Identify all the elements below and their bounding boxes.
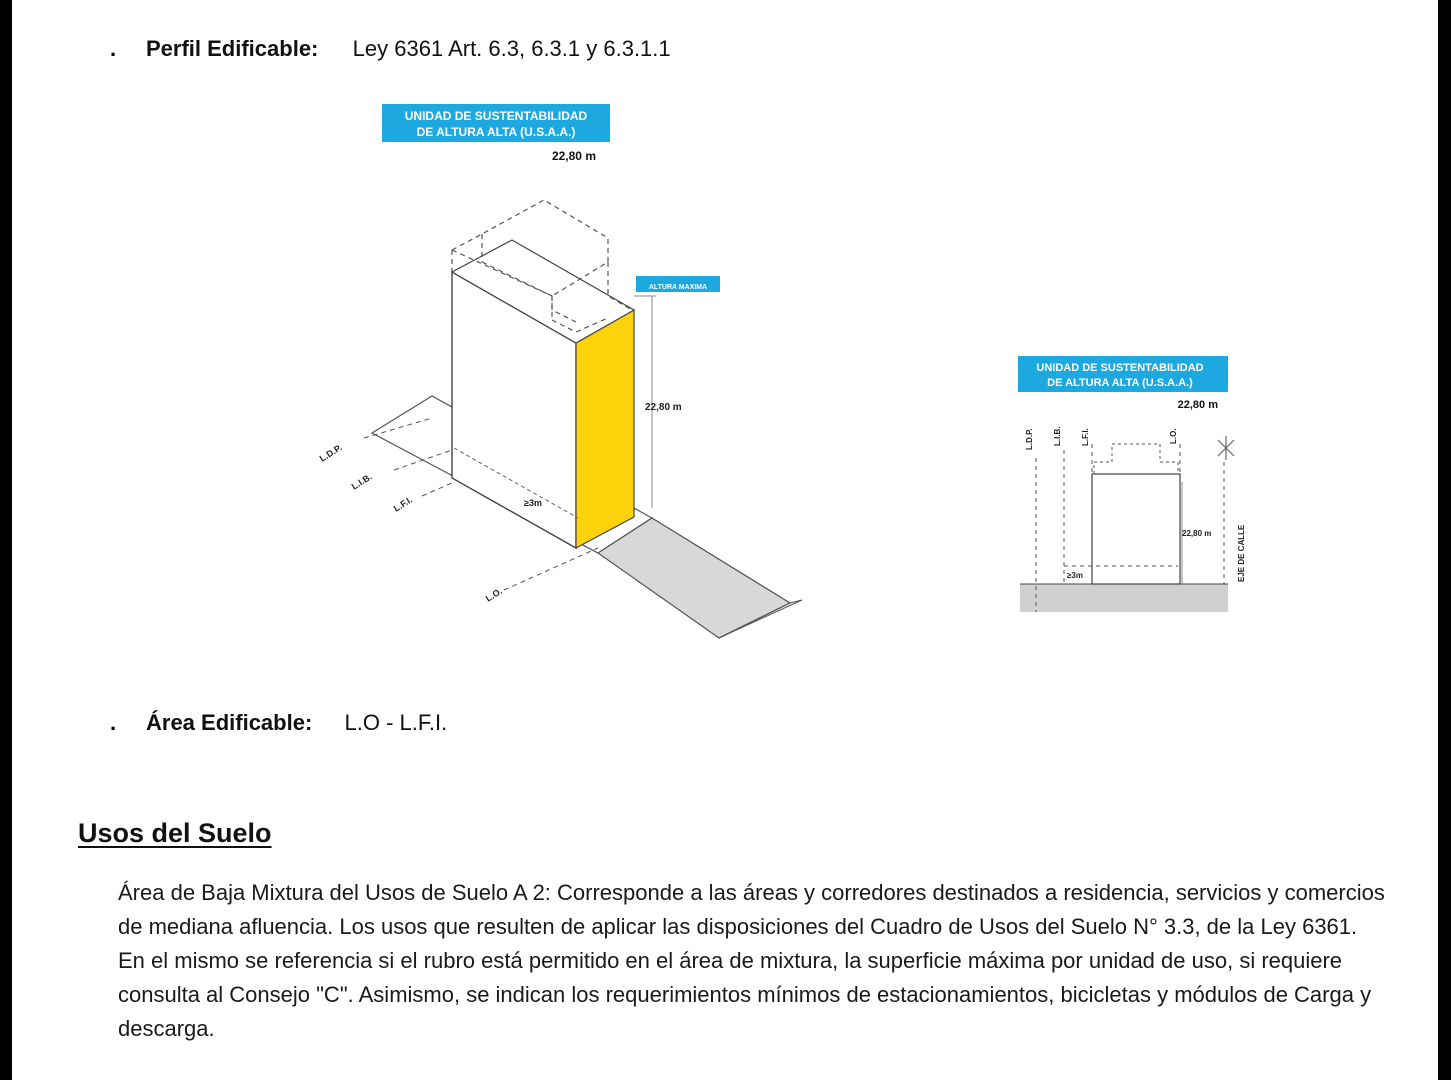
usaa-height-label: 22,80 m xyxy=(551,149,596,163)
section-label-lib: L.I.B. xyxy=(1053,426,1062,446)
section-height-top: 22,80 m xyxy=(1177,399,1218,411)
section-badge-line2: DE ALTURA ALTA (U.S.A.A.) xyxy=(1047,377,1193,389)
document-page xyxy=(12,0,1438,1080)
perfil-edificable-line xyxy=(146,36,671,62)
altura-maxima-text: ALTURA MAXIMA xyxy=(648,284,708,291)
setback-label: ≥3m xyxy=(524,498,542,508)
label-lo: L.O. xyxy=(483,585,504,604)
section-badge-line1: UNIDAD DE SUSTENTABILIDAD xyxy=(1036,362,1204,374)
street-axis-icon xyxy=(1218,436,1234,460)
bullet-perfil: . xyxy=(110,36,117,61)
area-edificable-line xyxy=(146,710,447,736)
sidewalk xyxy=(598,518,790,638)
label-ldp: L.D.P. xyxy=(317,442,344,464)
perfil-label: Perfil Edificable: xyxy=(146,36,319,61)
iso-height-label: 22,80 m xyxy=(645,402,682,413)
label-lfi: L.F.I. xyxy=(391,494,415,514)
label-lib: L.I.B. xyxy=(349,471,374,492)
usos-paragraph: Área de Baja Mixtura del Usos de Suelo A 2: Corresponde a las áreas y corredores destinados a residencia, servicios y comercios de mediana afluencia. Los usos que resulten de aplicar las disposiciones del Cuadro de Usos del Suelo N° 3.3, de la Ley 6361. En el mismo se referencia si el rubro está permitido en el área de mixtura, la superficie máxima por unidad de uso, si requiere consulta al Consejo "C". Asimismo, se indican los requerimientos mínimos de estacionamientos, bicicletas y módulos de Carga y descarga. xyxy=(118,880,1385,1041)
section-label-ldp: L.D.P. xyxy=(1025,428,1034,450)
usaa-badge-line2: DE ALTURA ALTA (U.S.A.A.) xyxy=(416,125,576,139)
facade-yellow xyxy=(576,310,634,548)
section-label-eje: EJE DE CALLE xyxy=(1237,524,1246,582)
bullet-area: . xyxy=(110,710,117,735)
usaa-badge-line1: UNIDAD DE SUSTENTABILIDAD xyxy=(404,109,588,123)
section-building-diagram xyxy=(1012,350,1272,620)
section-height-side: 22,80 m xyxy=(1182,529,1212,538)
perfil-value: Ley 6361 Art. 6.3, 6.3.1 y 6.3.1.1 xyxy=(352,36,671,61)
section-building xyxy=(1092,474,1180,584)
section-ground xyxy=(1020,584,1228,612)
section-label-lfi: L.F.I. xyxy=(1081,428,1090,446)
area-value: L.O - L.F.I. xyxy=(344,710,448,735)
area-label: Área Edificable: xyxy=(146,710,313,735)
isometric-building-diagram xyxy=(302,95,822,655)
section-setback: ≥3m xyxy=(1067,571,1083,580)
usos-heading: Usos del Suelo xyxy=(78,818,272,848)
section-label-lo: L.O. xyxy=(1169,428,1178,444)
